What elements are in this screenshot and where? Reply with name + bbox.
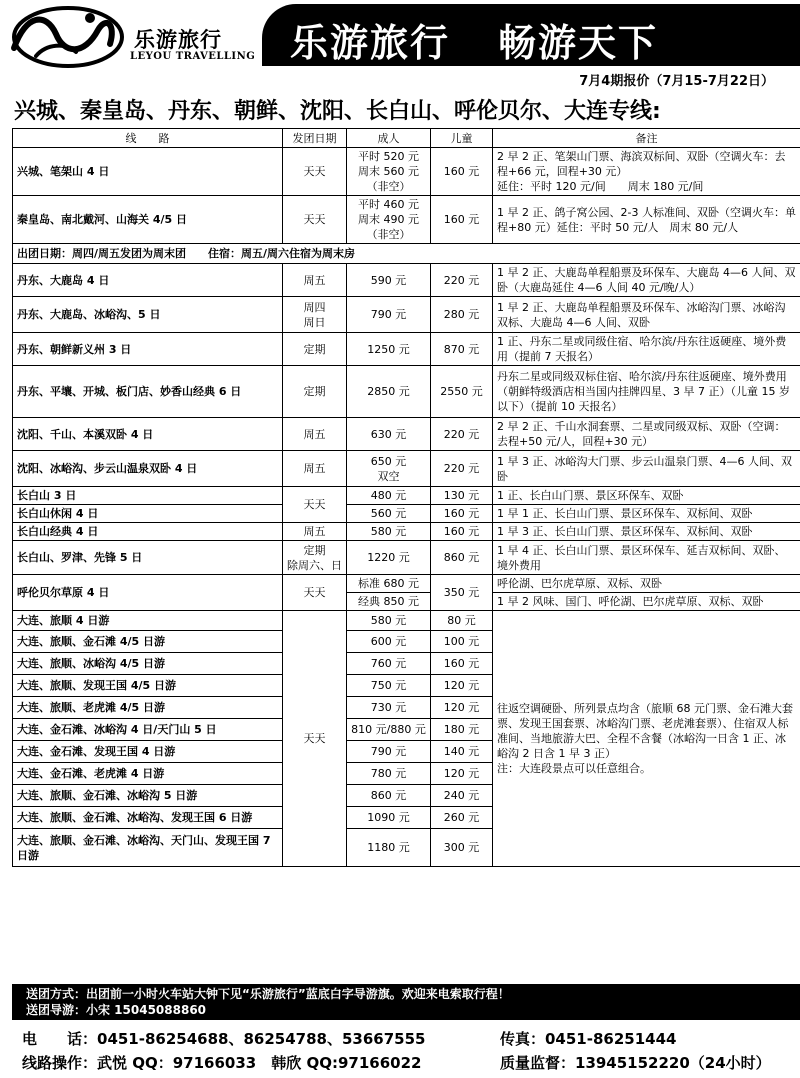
guide-info: 送团导游：小宋 15045088860 bbox=[26, 1003, 207, 1017]
table-row bbox=[13, 523, 800, 541]
date-cell: 定期 bbox=[283, 366, 347, 418]
child-price-cell: 280 元 bbox=[431, 297, 493, 333]
adult-price-cell: 750 元 bbox=[347, 675, 431, 697]
table-row bbox=[13, 264, 800, 297]
table-row bbox=[13, 418, 800, 451]
issue-date: 7月4期报价（7月15-7月22日） bbox=[579, 74, 774, 89]
route-cell: 秦皇岛、南北戴河、山海关 4/5 日 bbox=[13, 196, 283, 244]
adult-price-cell: 1250 元 bbox=[347, 333, 431, 366]
header-child: 儿童 bbox=[431, 129, 493, 148]
quality-line: 质量监督：13945152220（24小时） bbox=[500, 1054, 771, 1072]
adult-price-cell: 630 元 bbox=[347, 418, 431, 451]
note-cell: 呼伦湖、巴尔虎草原、双标、双卧 bbox=[493, 575, 800, 593]
ops-line: 线路操作：武悦 QQ：97166033 韩欣 QQ:97166022 bbox=[22, 1054, 422, 1072]
slogan-part-2: 畅游天下 bbox=[498, 21, 659, 65]
note-cell: 1 早 2 正、大鹿岛单程船票及环保车、冰峪沟门票、冰峪沟双标、大鹿岛 4—6 人间、双卧 bbox=[493, 297, 800, 333]
child-price-cell: 120 元 bbox=[431, 675, 493, 697]
adult-price-cell: 1220 元 bbox=[347, 541, 431, 575]
adult-price-cell: 平时 460 元 周末 490 元 （非空） bbox=[347, 196, 431, 244]
adult-price-cell: 650 元 双空 bbox=[347, 451, 431, 487]
adult-price-cell: 560 元 bbox=[347, 505, 431, 523]
route-cell: 兴城、笔架山 4 日 bbox=[13, 148, 283, 196]
child-price-cell: 220 元 bbox=[431, 418, 493, 451]
adult-price-cell: 标准 680 元 bbox=[347, 575, 431, 593]
note-cell: 1 早 2 正、大鹿岛单程船票及环保车、大鹿岛 4—6 人间、双卧（大鹿岛延住 4—6 人间 40 元/晚/人） bbox=[493, 264, 800, 297]
note-cell: 2 早 2 正、千山水洞套票、二星或同级双标、双卧（空调：去程+50 元/人，回程+30 元） bbox=[493, 418, 800, 451]
child-price-cell: 260 元 bbox=[431, 807, 493, 829]
header-adult: 成人 bbox=[347, 129, 431, 148]
adult-price-cell: 810 元/880 元 bbox=[347, 719, 431, 741]
child-price-cell: 350 元 bbox=[431, 575, 493, 611]
route-cell: 大连、旅顺、金石滩 4/5 日游 bbox=[13, 631, 283, 653]
date-cell: 天天 bbox=[283, 611, 347, 867]
adult-price-cell: 经典 850 元 bbox=[347, 593, 431, 611]
table-row bbox=[13, 575, 800, 593]
date-cell: 定期 除周六、日 bbox=[283, 541, 347, 575]
child-price-cell: 160 元 bbox=[431, 523, 493, 541]
table-row bbox=[13, 451, 800, 487]
child-price-cell: 2550 元 bbox=[431, 366, 493, 418]
price-table bbox=[12, 128, 800, 867]
header bbox=[0, 0, 800, 72]
note-cell: 1 正、长白山门票、景区环保车、双卧 bbox=[493, 487, 800, 505]
route-cell: 沈阳、冰峪沟、步云山温泉双卧 4 日 bbox=[13, 451, 283, 487]
route-cell: 大连、旅顺、发现王国 4/5 日游 bbox=[13, 675, 283, 697]
header-note: 备注 bbox=[493, 129, 800, 148]
dalian-note-cell: 往返空调硬卧、所列景点均含（旅顺 68 元门票、金石滩大套票、发现王国套票、冰峪沟门票、老虎滩套票）、住宿双人标准间、当地旅游大巴、全程不含餐（冰峪沟一日含 1 正、冰峪沟 2 日含 1 早 3 正） 注：大连段景点可以任意组合。 bbox=[493, 611, 800, 867]
logo-en-text: LEYOU TRAVELLING bbox=[130, 51, 256, 62]
route-cell: 长白山经典 4 日 bbox=[13, 523, 283, 541]
date-cell: 周五 bbox=[283, 418, 347, 451]
date-cell: 周五 bbox=[283, 451, 347, 487]
child-price-cell: 220 元 bbox=[431, 451, 493, 487]
note-cell: 1 早 3 正、长白山门票、景区环保车、双标间、双卧 bbox=[493, 523, 800, 541]
logo-mark-icon bbox=[6, 4, 124, 70]
adult-price-cell: 790 元 bbox=[347, 741, 431, 763]
note-cell: 丹东二星或同级双标住宿、哈尔滨/丹东往返硬座、境外费用（朝鲜特级酒店相当国内挂牌四星、3 早 7 正）（儿童 15 岁以下）（提前 10 天报名） bbox=[493, 366, 800, 418]
route-cell: 大连、金石滩、冰峪沟 4 日/天门山 5 日 bbox=[13, 719, 283, 741]
note-cell: 1 早 2 正、鸽子窝公园、2-3 人标准间、双卧（空调火车：单程+80 元）延住：平时 50 元/人 周末 80 元/人 bbox=[493, 196, 800, 244]
adult-price-cell: 1090 元 bbox=[347, 807, 431, 829]
note-cell: 1 早 3 正、冰峪沟大门票、步云山温泉门票、4—6 人间、双卧 bbox=[493, 451, 800, 487]
date-cell: 天天 bbox=[283, 575, 347, 611]
adult-price-cell: 1180 元 bbox=[347, 829, 431, 867]
date-cell: 周五 bbox=[283, 264, 347, 297]
route-cell: 长白山休闲 4 日 bbox=[13, 505, 283, 523]
table-row bbox=[13, 487, 800, 505]
footer-bar bbox=[12, 984, 800, 1020]
table-row bbox=[13, 148, 800, 196]
child-price-cell: 120 元 bbox=[431, 763, 493, 785]
route-cell: 呼伦贝尔草原 4 日 bbox=[13, 575, 283, 611]
note-cell: 1 早 1 正、长白山门票、景区环保车、双标间、双卧 bbox=[493, 505, 800, 523]
route-cell: 大连、金石滩、发现王国 4 日游 bbox=[13, 741, 283, 763]
date-cell: 天天 bbox=[283, 487, 347, 523]
adult-price-cell: 860 元 bbox=[347, 785, 431, 807]
adult-price-cell: 580 元 bbox=[347, 611, 431, 631]
logo-cn-text: 乐游旅行 bbox=[134, 28, 222, 52]
child-price-cell: 160 元 bbox=[431, 148, 493, 196]
route-cell: 沈阳、千山、本溪双卧 4 日 bbox=[13, 418, 283, 451]
route-cell: 大连、旅顺 4 日游 bbox=[13, 611, 283, 631]
fax-line: 传真：0451-86251444 bbox=[500, 1030, 677, 1048]
route-cell: 长白山 3 日 bbox=[13, 487, 283, 505]
adult-price-cell: 600 元 bbox=[347, 631, 431, 653]
adult-price-cell: 780 元 bbox=[347, 763, 431, 785]
route-cell: 丹东、大鹿岛 4 日 bbox=[13, 264, 283, 297]
note-cell: 2 早 2 正、笔架山门票、海滨双标间、双卧（空调火车：去程+66 元，回程+30 元） 延住：平时 120 元/间 周末 180 元/间 bbox=[493, 148, 800, 196]
child-price-cell: 220 元 bbox=[431, 264, 493, 297]
date-cell: 天天 bbox=[283, 148, 347, 196]
child-price-cell: 240 元 bbox=[431, 785, 493, 807]
header-date: 发团日期 bbox=[283, 129, 347, 148]
note-cell: 1 早 4 正、长白山门票、景区环保车、延吉双标间、双卧、境外费用 bbox=[493, 541, 800, 575]
date-cell: 定期 bbox=[283, 333, 347, 366]
route-cell: 大连、旅顺、金石滩、冰峪沟 5 日游 bbox=[13, 785, 283, 807]
child-price-cell: 130 元 bbox=[431, 487, 493, 505]
route-cell: 丹东、大鹿岛、冰峪沟、5 日 bbox=[13, 297, 283, 333]
table-row bbox=[13, 297, 800, 333]
date-cell: 周四 周日 bbox=[283, 297, 347, 333]
table-row bbox=[13, 366, 800, 418]
route-cell: 丹东、平壤、开城、板门店、妙香山经典 6 日 bbox=[13, 366, 283, 418]
child-price-cell: 100 元 bbox=[431, 631, 493, 653]
child-price-cell: 300 元 bbox=[431, 829, 493, 867]
slogan bbox=[290, 12, 706, 67]
child-price-cell: 160 元 bbox=[431, 653, 493, 675]
header-route: 线 路 bbox=[13, 129, 283, 148]
company-logo bbox=[6, 4, 256, 70]
child-price-cell: 80 元 bbox=[431, 611, 493, 631]
table-row bbox=[13, 505, 800, 523]
slogan-part-1: 乐游旅行 bbox=[290, 21, 451, 65]
child-price-cell: 160 元 bbox=[431, 505, 493, 523]
route-cell: 大连、旅顺、老虎滩 4/5 日游 bbox=[13, 697, 283, 719]
child-price-cell: 120 元 bbox=[431, 697, 493, 719]
adult-price-cell: 590 元 bbox=[347, 264, 431, 297]
date-cell: 周五 bbox=[283, 523, 347, 541]
send-off-info: 送团方式：出团前一小时火车站大钟下见“乐游旅行”蓝底白字导游旗。欢迎来电索取行程！ bbox=[26, 987, 510, 1001]
route-cell: 长白山、罗津、先锋 5 日 bbox=[13, 541, 283, 575]
route-cell: 丹东、朝鲜新义州 3 日 bbox=[13, 333, 283, 366]
route-cell: 大连、金石滩、老虎滩 4 日游 bbox=[13, 763, 283, 785]
adult-price-cell: 2850 元 bbox=[347, 366, 431, 418]
route-cell: 大连、旅顺、金石滩、冰峪沟、天门山、发现王国 7 日游 bbox=[13, 829, 283, 867]
note-cell: 1 正、丹东二星或同级住宿、哈尔滨/丹东往返硬座、境外费用（提前 7 天报名） bbox=[493, 333, 800, 366]
adult-price-cell: 480 元 bbox=[347, 487, 431, 505]
table-row bbox=[13, 244, 800, 264]
note-cell: 1 早 2 风味、国门、呼伦湖、巴尔虎草原、双标、双卧 bbox=[493, 593, 800, 611]
child-price-cell: 870 元 bbox=[431, 333, 493, 366]
phone-line: 电 话：0451-86254688、86254788、53667555 bbox=[22, 1030, 426, 1048]
child-price-cell: 140 元 bbox=[431, 741, 493, 763]
route-cell: 大连、旅顺、金石滩、冰峪沟、发现王国 6 日游 bbox=[13, 807, 283, 829]
date-cell: 天天 bbox=[283, 196, 347, 244]
adult-price-cell: 790 元 bbox=[347, 297, 431, 333]
route-cell: 大连、旅顺、冰峪沟 4/5 日游 bbox=[13, 653, 283, 675]
table-row bbox=[13, 333, 800, 366]
table-row bbox=[13, 196, 800, 244]
table-header-row bbox=[13, 129, 800, 148]
adult-price-cell: 580 元 bbox=[347, 523, 431, 541]
table-row bbox=[13, 541, 800, 575]
child-price-cell: 180 元 bbox=[431, 719, 493, 741]
adult-price-cell: 平时 520 元 周末 560 元 （非空） bbox=[347, 148, 431, 196]
table-row bbox=[13, 611, 800, 631]
adult-price-cell: 760 元 bbox=[347, 653, 431, 675]
child-price-cell: 160 元 bbox=[431, 196, 493, 244]
section-title: 兴城、秦皇岛、丹东、朝鲜、沈阳、长白山、呼伦贝尔、大连专线: bbox=[14, 99, 661, 124]
child-price-cell: 860 元 bbox=[431, 541, 493, 575]
adult-price-cell: 730 元 bbox=[347, 697, 431, 719]
schedule-notice: 出团日期：周四/周五发团为周末团 住宿：周五/周六住宿为周末房 bbox=[13, 244, 800, 264]
